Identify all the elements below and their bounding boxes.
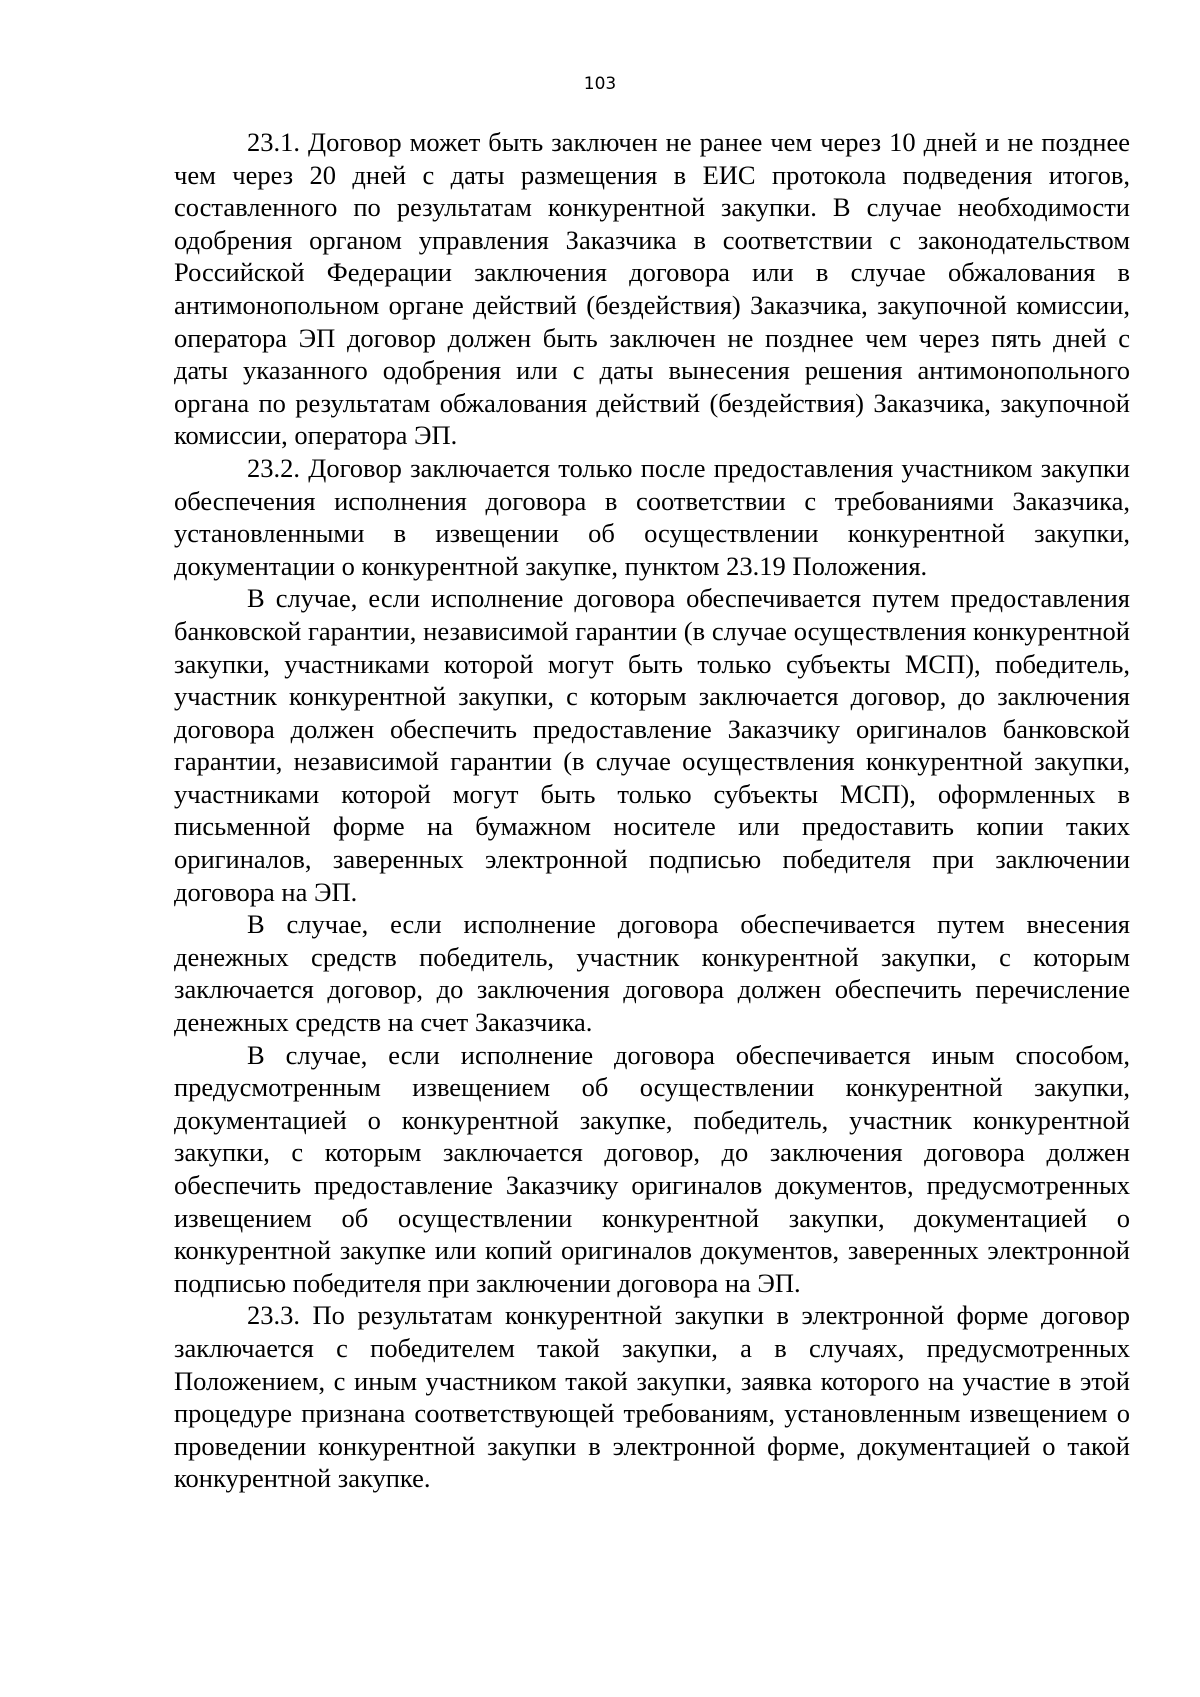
paragraph-cash-deposit: В случае, если исполнение договора обеспечивается путем внесения денежных средств победитель, участник конкурентной закупки, с которым заключается договор, до заключения договора должен обеспечить перечисление денежных средств на счет Заказчика. bbox=[174, 909, 1130, 1038]
paragraph-bank-guarantee: В случае, если исполнение договора обеспечивается путем предоставления банковской гарантии, независимой гарантии (в случае осуществления конкурентной закупки, участниками которой могут быть только субъекты МСП), победитель, участник конкурентной закупки, с которым заключается договор, до заключения договора должен обеспечить предоставление Заказчику оригиналов банковской гарантии, независимой гарантии (в случае осуществления конкурентной закупки, участниками которой могут быть только субъекты МСП), оформленных в письменной форме на бумажном носителе или предоставить копии таких оригиналов, заверенных электронной подписью победителя при заключении договора на ЭП. bbox=[174, 583, 1130, 907]
paragraph-23-2: 23.2. Договор заключается только после предоставления участником закупки обеспечения исполнения договора в соответствии с требованиями Заказчика, установленными в извещении об осуществлении конкурентной закупки, документации о конкурентной закупке, пунктом 23.19 Положения. bbox=[174, 452, 1130, 581]
paragraph-other-method: В случае, если исполнение договора обеспечивается иным способом, предусмотренным извещением об осуществлении конкурентной закупки, документацией о конкурентной закупке, победитель, участник конкурентной закупки, с которым заключается договор, до заключения договора должен обеспечить предоставление Заказчику оригиналов документов, предусмотренных извещением об осуществлении конкурентной закупки, документацией о конкурентной закупке или копий оригиналов документов, заверенных электронной подписью победителя при заключении договора на ЭП. bbox=[174, 1039, 1130, 1298]
document-body bbox=[174, 126, 1130, 1495]
paragraph-23-1: 23.1. Договор может быть заключен не ранее чем через 10 дней и не позднее чем через 20 дней с даты размещения в ЕИС протокола подведения итогов, составленного по результатам конкурентной закупки. В случае необходимости одобрения органом управления Заказчика в соответствии с законодательством Российской Федерации заключения договора или в случае обжалования в антимонопольном органе действий (бездействия) Заказчика, закупочной комиссии, оператора ЭП договор должен быть заключен не позднее чем через пять дней с даты указанного одобрения или с даты вынесения решения антимонопольного органа по результатам обжалования действий (бездействия) Заказчика, закупочной комиссии, оператора ЭП. bbox=[174, 127, 1130, 451]
paragraph-23-3: 23.3. По результатам конкурентной закупки в электронной форме договор заключается с победителем такой закупки, а в случаях, предусмотренных Положением, с иным участником такой закупки, заявка которого на участие в этой процедуре признана соответствующей требованиям, установленным извещением о проведении конкурентной закупки в электронной форме, документацией о такой конкурентной закупке. bbox=[174, 1300, 1130, 1494]
page-number: 103 bbox=[583, 74, 617, 94]
